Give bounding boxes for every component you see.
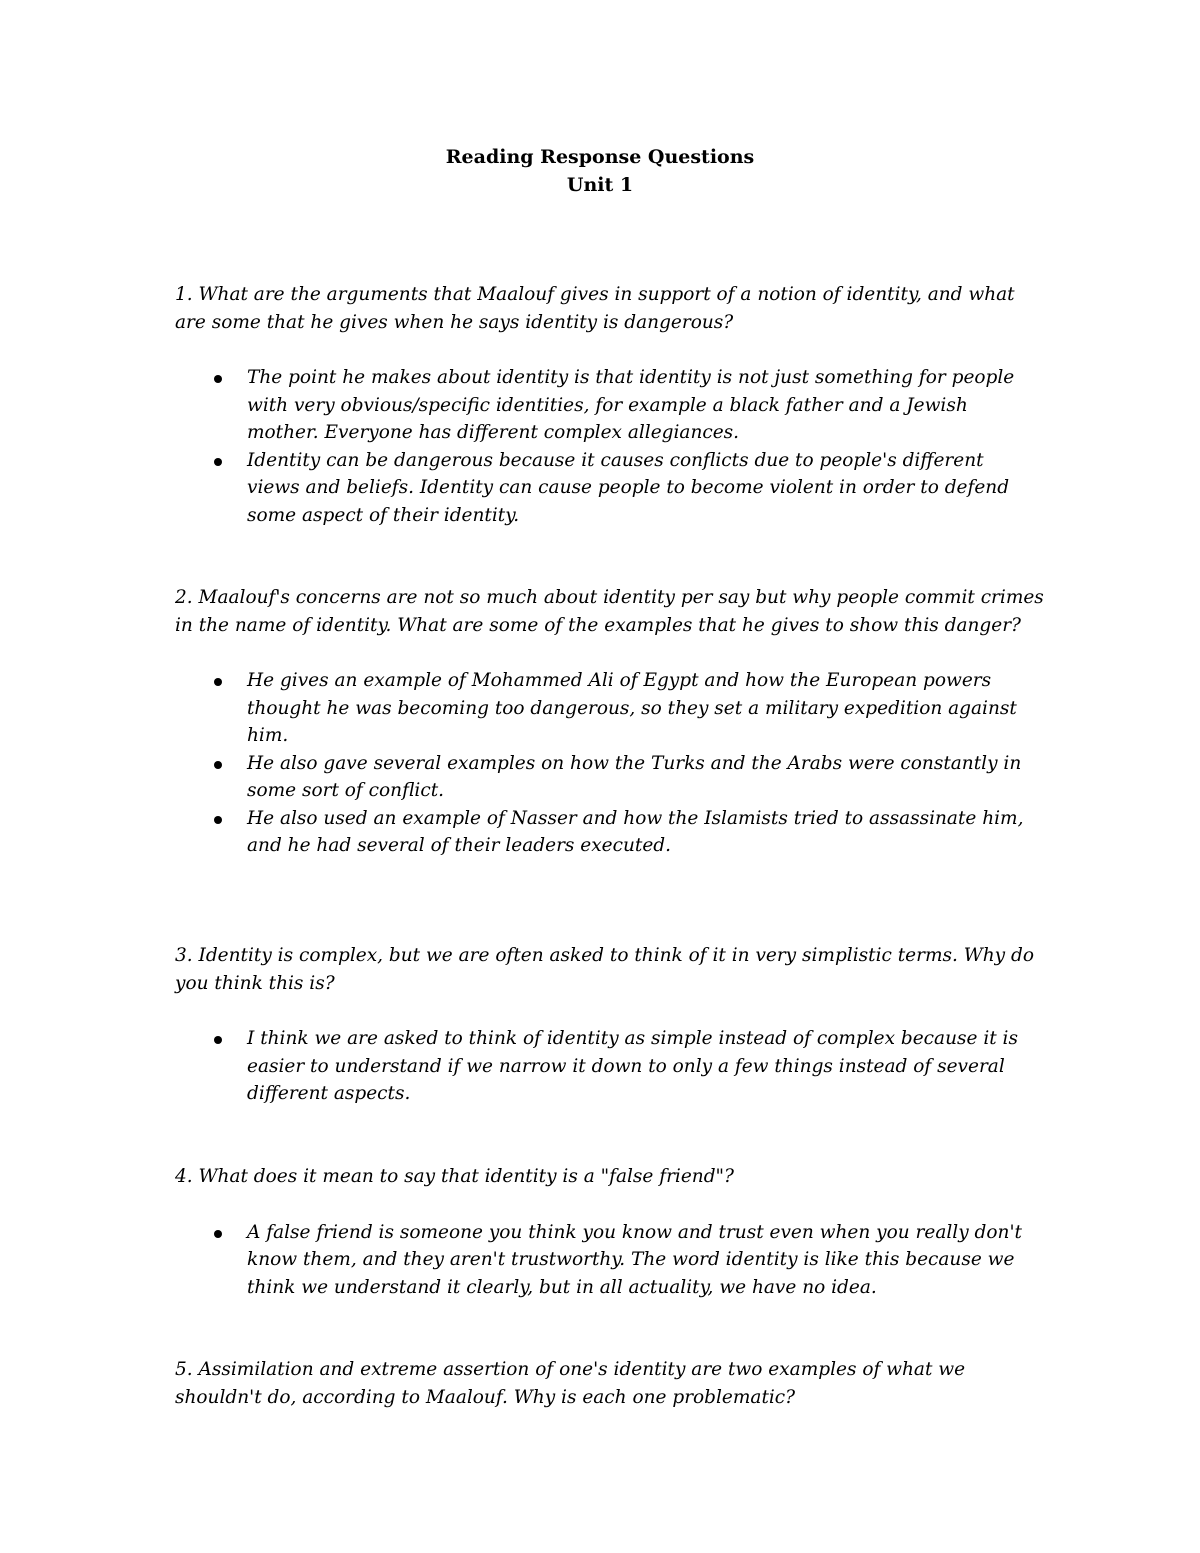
answer-list	[175, 1025, 1045, 1108]
bullet-icon	[214, 1230, 222, 1238]
answer-text: I think we are asked to think of identity as simple instead of complex because it is easier to understand if we narrow it down to only a few things instead of several different aspects.	[247, 1028, 1018, 1104]
answer-text: He gives an example of Mohammed Ali of Egypt and how the European powers thought he was becoming too dangerous, so they set a military expedition against him.	[247, 670, 1017, 746]
question-block-5	[175, 1356, 1045, 1411]
question-block-2	[175, 584, 1045, 860]
bullet-icon	[214, 816, 222, 824]
answer-text: He also used an example of Nasser and how the Islamists tried to assassinate him, and he had several of their leaders executed.	[247, 807, 1024, 856]
question-text: 1. What are the arguments that Maalouf gives in support of a notion of identity, and what are some that he gives when he says identity is dangerous?	[175, 284, 1015, 333]
answer-item	[175, 1219, 1037, 1302]
document-subtitle: Unit 1	[566, 174, 634, 196]
answer-list	[175, 1219, 1045, 1302]
bullet-icon	[214, 1036, 222, 1044]
document-title: Reading Response Questions	[445, 146, 755, 168]
answer-list	[175, 364, 1045, 529]
question-text: 5. Assimilation and extreme assertion of one's identity are two examples of what we shouldn't do, according to Maalouf. Why is each one problematic?	[175, 1359, 966, 1408]
question-text: 2. Maalouf's concerns are not so much about identity per say but why people commit crimes in the name of identity. What are some of the examples that he gives to show this danger?	[175, 587, 1044, 636]
question-block-1	[175, 281, 1045, 529]
answer-item	[175, 667, 1037, 750]
answer-item	[175, 364, 1037, 447]
question-text: 3. Identity is complex, but we are often asked to think of it in very simplistic terms. Why do you think this is?	[175, 945, 1034, 994]
bullet-icon	[214, 678, 222, 686]
question-text: 4. What does it mean to say that identity is a "false friend"?	[175, 1166, 734, 1187]
answer-text: A false friend is someone you think you know and trust even when you really don't know them, and they aren't trustworthy. The word identity is like this because we think we understand it clearly, but in all actuality, we have no idea.	[247, 1221, 1022, 1298]
question-block-3	[175, 942, 1045, 1108]
question-block-4	[175, 1163, 1045, 1301]
bullet-icon	[214, 761, 222, 769]
answer-text: The point he makes about identity is that identity is not just something for people with very obvious/specific identities, for example a black father and a Jewish mother. Everyone has different complex allegiances.	[247, 367, 1015, 443]
answer-item	[175, 1025, 1037, 1108]
bullet-icon	[214, 375, 222, 383]
answer-list	[175, 667, 1045, 860]
answer-text: Identity can be dangerous because it causes conflicts due to people's different views and beliefs. Identity can cause people to become violent in order to defend some aspect of their identity.	[247, 449, 1010, 526]
answer-item	[175, 805, 1037, 860]
bullet-icon	[214, 458, 222, 466]
answer-text: He also gave several examples on how the Turks and the Arabs were constantly in some sort of conflict.	[247, 752, 1022, 801]
answer-item	[175, 750, 1037, 805]
answer-item	[175, 447, 1037, 530]
